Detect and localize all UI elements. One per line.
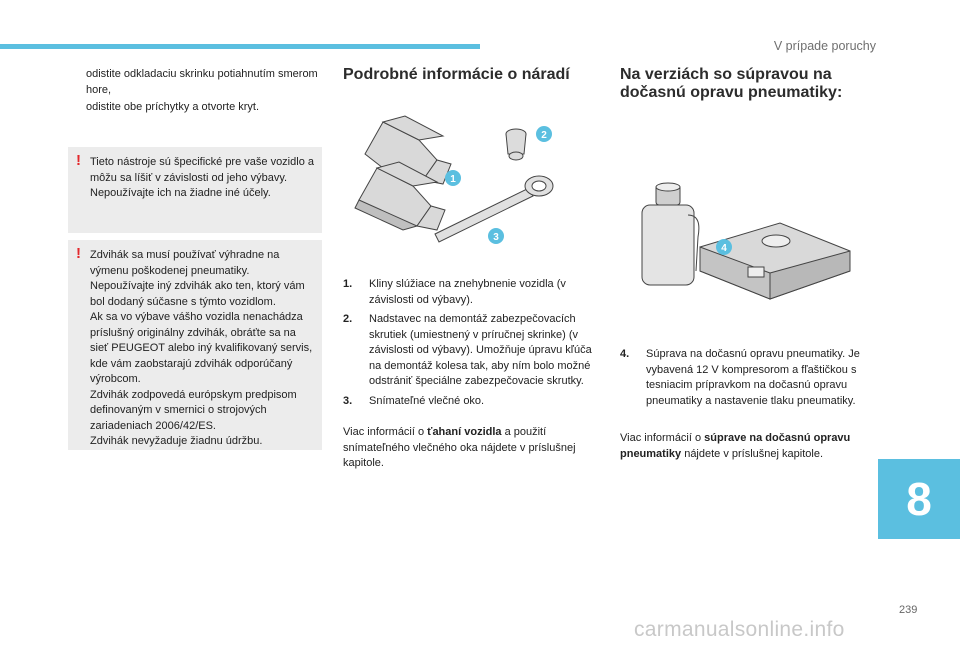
- compressor-illustration: [700, 223, 850, 299]
- tools-illustration: [343, 110, 573, 270]
- list-item: odistite obe príchytky a otvorte kryt.: [86, 101, 260, 113]
- repair-kit-column: [620, 347, 878, 462]
- warning-icon: !: [76, 245, 81, 262]
- towing-reference-text: Viac informácií o ťahaní vozidla a použití snímateľného vlečného oka nájdete v príslušnej kapitole.: [343, 426, 576, 469]
- warning-text: Zdvihák sa musí používať výhradne na výmenu poškodenej pneumatiky.: [90, 249, 280, 277]
- callout-label-2: 2: [541, 130, 547, 141]
- wheel-chocks-illustration: [355, 116, 451, 230]
- repair-kit-list: [620, 347, 878, 409]
- warning-text: Zdvihák zodpovedá európskym predpisom definovaným v smernici o strojových zariadeniach 2006/42/ES.: [90, 388, 297, 432]
- chapter-title: V prípade poruchy: [773, 39, 876, 53]
- list-item: odistite odkladaciu skrinku potiahnutím smerom hore,: [86, 68, 318, 96]
- repair-kit-illustration: [630, 175, 860, 310]
- sealant-bottle-illustration: [642, 183, 699, 285]
- warning-text: Tieto nástroje sú špecifické pre vaše vozidlo a môžu sa líšiť v závislosti od jeho výbavy.: [90, 156, 314, 184]
- header-accent-bar: [0, 44, 480, 49]
- warning-box-jack: [68, 240, 322, 450]
- repair-kit-reference-text: Viac informácií o súprave na dočasnú opravu pneumatiky nájdete v príslušnej kapitole.: [620, 432, 851, 460]
- socket-adapter-illustration: [506, 129, 526, 160]
- callout-label-3: 3: [493, 232, 499, 243]
- warning-box-tools: [68, 147, 322, 233]
- left-column: [70, 67, 324, 118]
- warning-icon: !: [76, 152, 81, 169]
- callout-label-1: 1: [450, 174, 456, 185]
- section-heading-repair-kit: Na verziách so súpravou na dočasnú opravu pneumatiky:: [620, 66, 843, 101]
- warning-text: Zdvihák nevyžaduje žiadnu údržbu.: [90, 435, 263, 447]
- warning-text: Ak sa vo výbave vášho vozidla nenachádza príslušný originálny zdvihák, obráťte sa na sieť PEUGEOT alebo iný kvalifikovaný servis, kde vám zaobstarajú zdvihák odporúčaný výrobcom.: [90, 311, 313, 385]
- instruction-list: [70, 67, 324, 116]
- section-heading-tools: Podrobné informácie o náradí: [343, 66, 570, 83]
- warning-text: Nepoužívajte iný zdvihák ako ten, ktorý vám bol dodaný súčasne s týmto vozidlom.: [90, 280, 305, 308]
- tools-list-column: [343, 277, 601, 472]
- page-number: 239: [899, 604, 918, 616]
- list-item: 1. Kliny slúžiace na znehybnenie vozidla (v závislosti od výbavy).: [343, 278, 566, 306]
- tools-list: [343, 277, 601, 409]
- list-item: 2. Nadstavec na demontáž zabezpečovacích skrutiek (umiestnený v príručnej skrinke) (v závislosti od výbavy). Umožňuje úpravu kľúča na demontáž kolesa tak, aby ním bolo možné odstrániť špeciálne zabezpečovacie skrutky.: [343, 313, 592, 387]
- callout-label-4: 4: [721, 243, 727, 254]
- warning-text: Nepoužívajte ich na žiadne iné účely.: [90, 187, 271, 199]
- watermark-text: carmanualsonline.info: [634, 618, 845, 641]
- list-item: 3. Snímateľné vlečné oko.: [343, 394, 485, 407]
- list-item: 4. Súprava na dočasnú opravu pneumatiky. Je vybavená 12 V kompresorom a fľaštičkou s tesniacim prípravkom na dočasnú opravu pneumatiky a nastavenie tlaku pneumatiky.: [620, 348, 860, 407]
- chapter-tab: 8: [878, 459, 960, 539]
